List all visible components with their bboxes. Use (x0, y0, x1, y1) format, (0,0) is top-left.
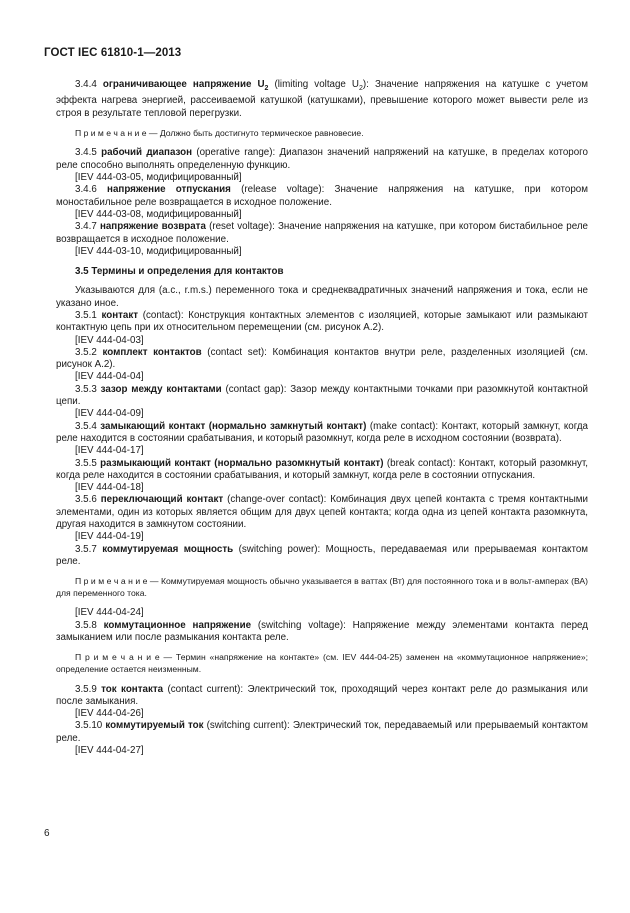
clause-3-5-9: 3.5.9 ток контакта (contact current): Электрический ток, проходящий через контакт реле до размыкания или после замыкания. (56, 683, 589, 707)
clause-3-5-6: 3.5.6 переключающий контакт (change-over contact): Комбинация двух цепей контакта с тремя контактными элементами, один из которых является общим для двух цепей контакта; когда одна из цепей контакта разомкнута, другая находится в замкнутом состоянии. (56, 494, 588, 531)
note-switching-voltage: П р и м е ч а н и е — Термин «напряжение на контакте» (см. IEV 444-04-25) заменен на «коммутационное напряжение»; определение остается неизменным. (56, 652, 588, 674)
ref-3-4-6: [IEV 444-03-08, модифицированный] (75, 208, 242, 220)
clause-3-4-5: 3.4.5 рабочий диапазон (operative range): Диапазон значений напряжений на катушке, в пределах которого реле способно выполнять определенную функцию. (56, 147, 588, 171)
clause-3-4-6: 3.4.6 напряжение отпускания (release voltage): Значение напряжения на катушке, при котором моностабильное реле возвращается в исходное положение. (56, 184, 588, 208)
clause-3-5-3: 3.5.3 зазор между контактами (contact gap): Зазор между контактными точками при разомкнутой контактной цепи. (56, 383, 588, 408)
ref-3-4-7: [IEV 444-03-10, модифицированный] (75, 245, 242, 257)
page-number: 6 (44, 828, 50, 839)
clause-3-5-10: 3.5.10 коммутируемый ток (switching current): Электрический ток, передаваемый или прерываемый контактом реле. (56, 720, 588, 744)
section-intro: Указываются для (a.c., r.m.s.) переменного тока и среднеквадратичных значений напряжения и тока, если не указано иное. (56, 285, 588, 309)
document-body (56, 79, 588, 757)
clause-3-5-7: 3.5.7 коммутируемая мощность (switching power): Мощность, передаваемая или прерываемая контактом реле. (56, 543, 589, 567)
clause-3-5-2: 3.5.2 комплект контактов (contact set): Комбинация контактов внутри реле, разделенных изоляцией (см. рисунок А.2). (56, 346, 589, 371)
document-header: ГОСТ IEC 61810-1—2013 (44, 47, 182, 59)
clause-3-4-7: 3.4.7 напряжение возврата (reset voltage): Значение напряжения на катушке, при котором бистабильное реле возвращается в исходное положение. (56, 221, 588, 245)
ref-3-5-3: [IEV 444-04-09] (75, 408, 144, 420)
clause-3-5-5: 3.5.5 размыкающий контакт (нормально разомкнутый контакт) (break contact): Контакт, который разомкнут, когда реле находится в состоянии срабатывания, и который замкнут, когда реле в состоянии отпускания. (56, 457, 589, 481)
ref-3-5-4: [IEV 444-04-17] (75, 445, 144, 457)
section-heading-3-5: 3.5 Термины и определения для контактов (75, 266, 284, 278)
clause-3-4-4: 3.4.4 ограничивающее напряжение $U_2$ (limiting voltage $U_2$): Значение напряжения на катушке с учетом эффекта нагрева энергией, рассеиваемой катушкой (катушками), превышение которого может вывести реле из строя в результате тепловой перегрузки. (56, 79, 588, 119)
ref-3-5-6: [IEV 444-04-19] (75, 531, 144, 543)
ref-3-5-2: [IEV 444-04-04] (75, 371, 144, 383)
ref-3-5-7: [IEV 444-04-24] (75, 607, 144, 619)
ref-3-5-5: [IEV 444-04-18] (75, 482, 144, 494)
note-thermal: П р и м е ч а н и е — Должно быть достигнуто термическое равновесие. (75, 127, 364, 138)
clause-3-5-4: 3.5.4 замыкающий контакт (нормально замкнутый контакт) (make contact): Контакт, который замкнут, когда реле находится в состоянии срабатывания, и который разомкнут, когда реле в исходном состоянии (возврата). (56, 420, 588, 444)
ref-3-4-5: [IEV 444-03-05, модифицированный] (75, 172, 242, 184)
clause-3-5-8: 3.5.8 коммутационное напряжение (switching voltage): Напряжение между элементами контакта перед замыканием или после размыкания контакта реле. (56, 619, 588, 644)
clause-3-5-1: 3.5.1 контакт (contact): Конструкция контактных элементов с изоляцией, которые замыкают или размыкают контактную цепь при их относительном перемещении (см. рисунок А.2). (56, 310, 588, 334)
ref-3-5-1: [IEV 444-04-03] (75, 334, 144, 346)
note-switching-power: П р и м е ч а н и е — Коммутируемая мощность обычно указывается в ваттах (Вт) для постоянного тока и в вольт-амперах (ВА) для переменного тока. (56, 576, 588, 598)
ref-3-5-10: [IEV 444-04-27] (75, 744, 144, 756)
ref-3-5-9: [IEV 444-04-26] (75, 708, 144, 720)
